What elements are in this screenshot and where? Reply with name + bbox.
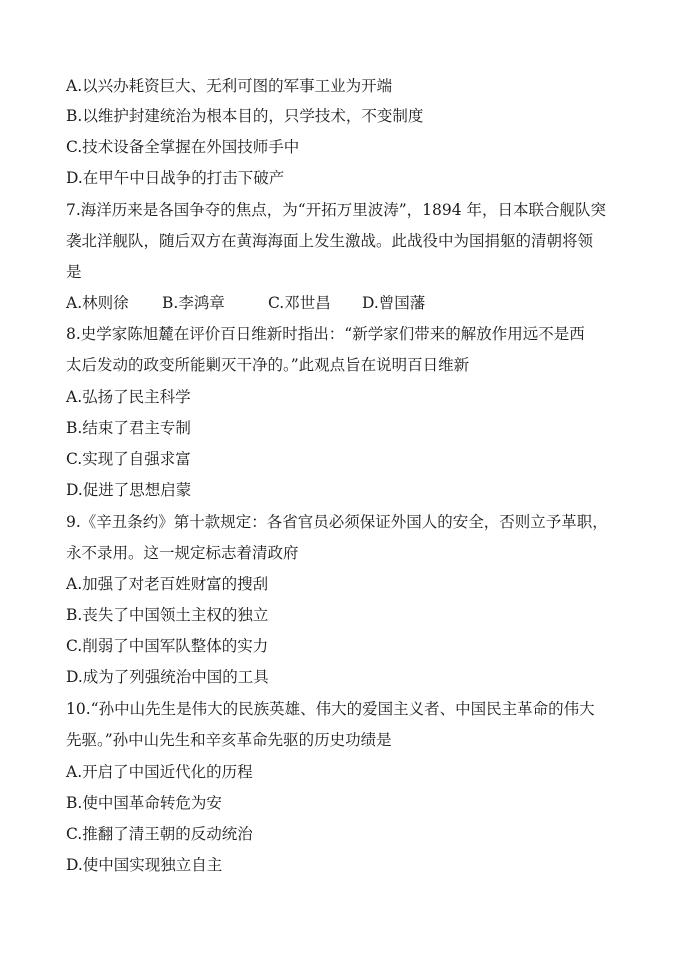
q8-stem-line2: 太后发动的政变所能剿灭干净的。”此观点旨在说明百日维新 <box>66 356 470 374</box>
q8-stem-line1: 8.史学家陈旭麓在评价百日维新时指出：“新学家们带来的解放作用远不是西 <box>66 325 585 343</box>
q10-stem-line1: 10.“孙中山先生是伟大的民族英雄、伟大的爱国主义者、中国民主革命的伟大 <box>66 700 595 718</box>
q9-option-c: C.削弱了中国军队整体的实力 <box>66 637 269 655</box>
q8-option-d: D.促进了思想启蒙 <box>66 481 192 499</box>
q10-option-a: A.开启了中国近代化的历程 <box>66 763 253 781</box>
q7-option-d: D.曾国藩 <box>362 294 426 312</box>
q7-stem-line1: 7.海洋历来是各国争夺的焦点，为“开拓万里波涛”，1894 年，日本联合舰队突 <box>66 201 607 219</box>
q9-option-d: D.成为了列强统治中国的工具 <box>66 668 269 686</box>
q7-options-row <box>66 293 466 313</box>
q6-option-a: A.以兴办耗资巨大、无利可图的军事工业为开端 <box>66 77 393 95</box>
q10-option-c: C.推翻了清王朝的反动统治 <box>66 825 253 843</box>
q7-option-a: A.林则徐 <box>66 294 129 312</box>
q9-stem-line1: 9.《辛丑条约》第十款规定：各省官员必须保证外国人的安全，否则立予革职， <box>66 513 608 531</box>
q10-stem-line2: 先驱。”孙中山先生和辛亥革命先驱的历史功绩是 <box>66 731 392 749</box>
q6-option-d: D.在甲午中日战争的打击下破产 <box>66 169 285 187</box>
q6-option-c: C.技术设备全掌握在外国技师手中 <box>66 138 300 156</box>
q10-option-b: B.使中国革命转危为安 <box>66 794 222 812</box>
q9-stem-line2: 永不录用。这一规定标志着清政府 <box>66 544 299 562</box>
q8-option-c: C.实现了自强求富 <box>66 450 191 468</box>
q9-option-b: B.丧失了中国领土主权的独立 <box>66 606 269 624</box>
q7-stem-line3: 是 <box>66 263 82 281</box>
q7-option-c: C.邓世昌 <box>268 294 331 312</box>
q10-option-d: D.使中国实现独立自主 <box>66 856 223 874</box>
q6-option-b: B.以维护封建统治为根本目的，只学技术，不变制度 <box>66 107 424 125</box>
q7-option-b: B.李鸿章 <box>162 294 225 312</box>
q8-option-a: A.弘扬了民主科学 <box>66 388 191 406</box>
q7-stem-line2: 袭北洋舰队，随后双方在黄海海面上发生激战。此战役中为国捐躯的清朝将领 <box>66 232 594 250</box>
q8-option-b: B.结束了君主专制 <box>66 419 191 437</box>
q9-option-a: A.加强了对老百姓财富的搜刮 <box>66 575 269 593</box>
